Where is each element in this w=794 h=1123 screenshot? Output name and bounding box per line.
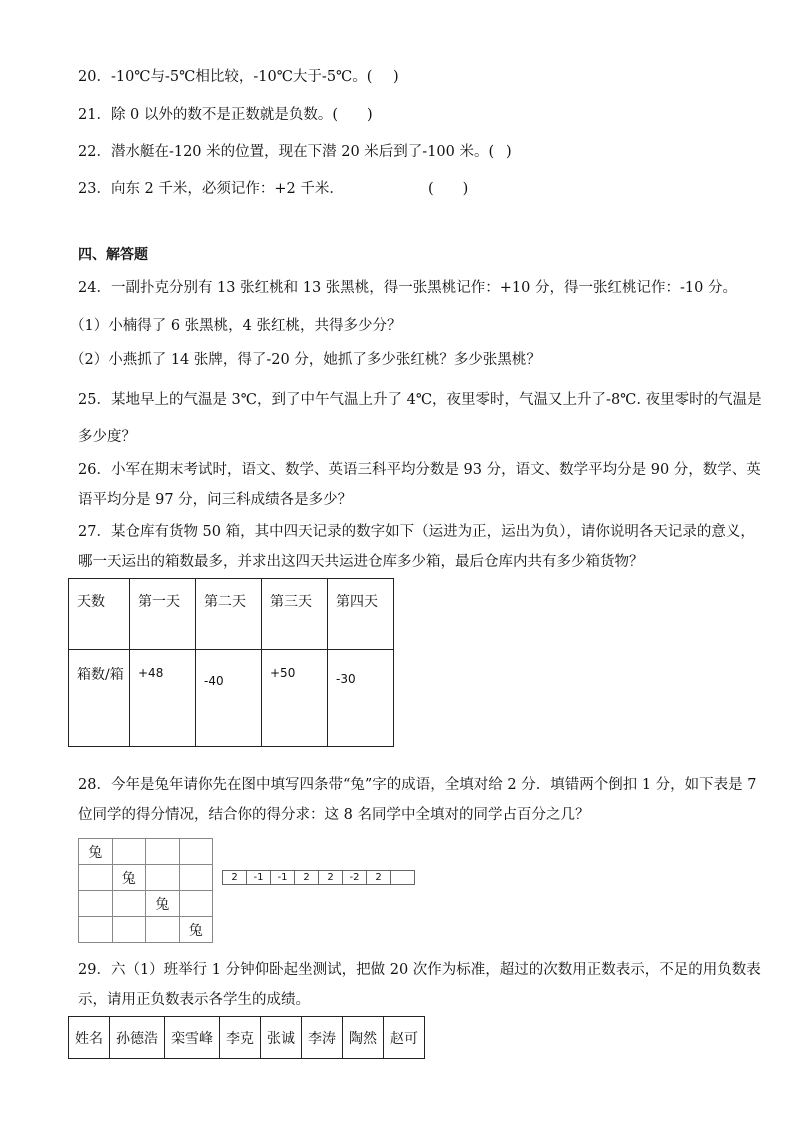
table-header-cell: 张诚 (261, 1017, 302, 1059)
q29-table (68, 1016, 425, 1059)
q24-sub1: （1）小楠得了 6 张黑桃，4 张红桃，共得多少分？ (70, 318, 402, 334)
grid-cell (180, 865, 214, 891)
score-cell: -1 (271, 871, 295, 884)
q22-text: 22．潜水艇在-120 米的位置，现在下潜 20 米后到了-100 米。( (78, 144, 495, 160)
grid-cell-char: 兔 (146, 891, 180, 917)
q25-line1: 25．某地早上的气温是 3℃，到了中午气温上升了 4℃，夜里零时，气温又上升了-8℃. 夜里零时的气温是 (78, 392, 762, 408)
q27-line1: 27．某仓库有货物 50 箱，其中四天记录的数字如下（运进为正，运出为负），请你说明各天记录的意义， (78, 524, 755, 540)
grid-cell-char: 兔 (113, 865, 147, 891)
grid-cell (79, 891, 113, 917)
q26-line1: 26．小军在期末考试时，语文、数学、英语三科平均分数是 93 分，语文、数学平均分是 90 分，数学、英 (78, 462, 761, 478)
grid-cell (180, 839, 214, 865)
q27-line2: 哪一天运出的箱数最多，并求出这四天共运进仓库多少箱，最后仓库内共有多少箱货物？ (78, 554, 644, 570)
table-header-cell: 李涛 (302, 1017, 343, 1059)
table-cell: +50 (262, 650, 328, 747)
grid-cell-char: 兔 (79, 839, 113, 865)
q29-line2: 示，请用正负数表示各学生的成绩。 (78, 992, 310, 1008)
q29-line1: 29．六（1）班举行 1 分钟仰卧起坐测试，把做 20 次作为标准，超过的次数用正数表示，不足的用负数表 (78, 962, 761, 978)
q21-text: 21．除 0 以外的数不是正数就是负数。( ) (78, 107, 373, 123)
score-cell: 2 (319, 871, 343, 884)
q20-paren-close: ) (393, 69, 399, 85)
q28-line1: 28．今年是兔年请你先在图中填写四条带“兔”字的成语，全填对给 2 分．填错两个倒扣 1 分，如下表是 7 (78, 777, 757, 793)
table-header-row (69, 579, 394, 650)
q24-stem: 24．一副扑克分别有 13 张红桃和 13 张黑桃，得一张黑桃记作：+10 分，得一张红桃记作：-10 分。 (78, 280, 737, 296)
table-header-cell: 第二天 (196, 579, 262, 650)
table-cell: -40 (196, 650, 262, 747)
score-cell: 2 (367, 871, 391, 884)
table-header-cell: 李克 (220, 1017, 261, 1059)
q22-paren-close: ) (506, 144, 512, 160)
table-header-cell: 姓名 (69, 1017, 110, 1059)
score-cell (391, 871, 414, 884)
table-cell: +48 (130, 650, 196, 747)
grid-cell (113, 917, 147, 943)
grid-cell (113, 839, 147, 865)
table-header-cell: 赵可 (384, 1017, 425, 1059)
q27-table (68, 578, 394, 747)
grid-cell (79, 865, 113, 891)
score-cell: -2 (343, 871, 367, 884)
grid-cell (180, 891, 214, 917)
table-header-row (69, 1017, 425, 1059)
table-header-cell: 孙德浩 (110, 1017, 165, 1059)
section-heading: 四、解答题 (78, 247, 148, 263)
table-cell: 箱数/箱 (69, 650, 130, 747)
q24-sub2: （2）小燕抓了 14 张牌，得了-20 分，她抓了多少张红桃？多少张黑桃？ (70, 352, 541, 368)
table-header-cell: 第三天 (262, 579, 328, 650)
grid-cell (146, 917, 180, 943)
table-header-cell: 陶然 (343, 1017, 384, 1059)
table-header-cell: 第一天 (130, 579, 196, 650)
grid-cell (113, 891, 147, 917)
grid-cell (79, 917, 113, 943)
score-cell: 2 (295, 871, 319, 884)
table-header-cell: 天数 (69, 579, 130, 650)
grid-cell (146, 865, 180, 891)
q25-line2: 多少度？ (78, 429, 136, 445)
table-header-cell: 栾雪峰 (165, 1017, 220, 1059)
score-strip (222, 870, 415, 885)
table-cell: -30 (328, 650, 394, 747)
score-cell: 2 (223, 871, 247, 884)
q28-line2: 位同学的得分情况，结合你的得分求：这 8 名同学中全填对的同学占百分之几？ (78, 807, 590, 823)
grid-cell (146, 839, 180, 865)
grid-cell-char: 兔 (180, 917, 214, 943)
q23-paren: ( ) (428, 181, 469, 197)
table-header-cell: 第四天 (328, 579, 394, 650)
q23-text: 23．向东 2 千米，必须记作：+2 千米． (78, 181, 344, 197)
idiom-grid (78, 838, 213, 943)
q26-line2: 语平均分是 97 分，问三科成绩各是多少？ (78, 492, 353, 508)
q20-text: 20．-10℃与-5℃相比较，-10℃大于-5℃。( (78, 69, 373, 85)
score-cell: -1 (247, 871, 271, 884)
table-row (69, 650, 394, 747)
